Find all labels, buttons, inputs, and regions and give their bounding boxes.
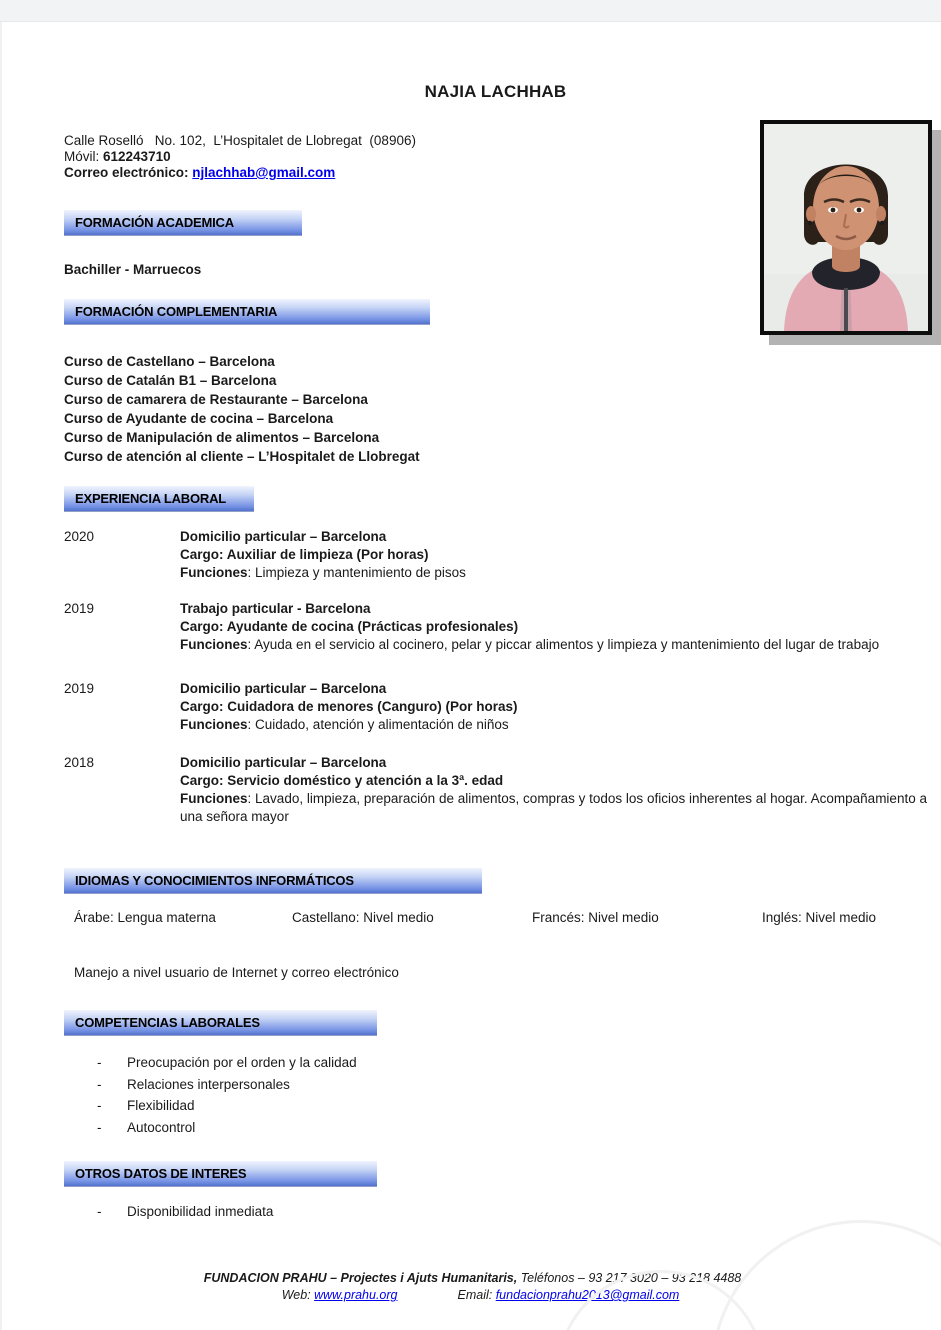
- course-item: Curso de Ayudante de cocina – Barcelona: [64, 411, 334, 426]
- contact-address: Calle Roselló No. 102, L’Hospitalet de Llobregat (08906): [64, 133, 416, 148]
- competency-text: Preocupación por el orden y la calidad: [127, 1055, 357, 1070]
- mobile-value: 612243710: [103, 149, 171, 164]
- footer-org-line: [2, 1270, 941, 1287]
- bullet-dash: -: [97, 1119, 102, 1135]
- viewer-top-band: [0, 0, 941, 22]
- competency-item: [64, 1052, 927, 1074]
- experience-year: 2019: [64, 681, 95, 696]
- functions-text: : Ayuda en el servicio al cocinero, pelar y piccar alimentos y limpieza y mantenimiento del lugar de trabajo: [247, 637, 880, 652]
- competency-text: Autocontrol: [127, 1119, 196, 1135]
- other-data-text: Disponibilidad inmediata: [127, 1204, 274, 1219]
- competency-item: [64, 1095, 927, 1117]
- email-link[interactable]: njlachhab@gmail.com: [192, 165, 336, 180]
- experience-place: Domicilio particular – Barcelona: [180, 755, 387, 770]
- competencies-list: [64, 1052, 927, 1138]
- footer-web: [128, 1287, 458, 1304]
- languages-row: [64, 910, 927, 925]
- bullet-dash: -: [97, 1055, 102, 1070]
- experience-functions: [180, 716, 927, 734]
- portrait-photo: [760, 120, 932, 335]
- section-heading-competencias: COMPETENCIAS LABORALES: [64, 1010, 377, 1036]
- page-title: NAJIA LACHHAB: [424, 82, 567, 101]
- section-heading-formacion-complementaria: FORMACIÓN COMPLEMENTARIA: [64, 299, 430, 325]
- experience-place: Trabajo particular - Barcelona: [180, 601, 371, 616]
- other-data-item: [64, 1201, 927, 1223]
- language-item: Inglés: Nivel medio: [762, 910, 877, 925]
- mobile-label: Móvil:: [64, 149, 104, 164]
- bullet-dash: -: [97, 1098, 102, 1113]
- bullet-dash: -: [97, 1076, 102, 1092]
- course-item: Curso de atención al cliente – L’Hospitalet de Llobregat: [64, 449, 420, 464]
- section-heading-idiomas: IDIOMAS Y CONOCIMIENTOS INFORMÁTICOS: [64, 868, 482, 894]
- course-item: Curso de Castellano – Barcelona: [64, 354, 275, 369]
- course-item: Curso de Manipulación de alimentos – Barcelona: [64, 430, 380, 445]
- footer-phones: Teléfonos – 93 217 3020 – 93 218 4488: [517, 1271, 742, 1285]
- experience-entry: [64, 600, 927, 654]
- section-heading-otros-datos: OTROS DATOS DE INTERES: [64, 1161, 377, 1187]
- competency-text: Relaciones interpersonales: [127, 1076, 290, 1092]
- footer-email: [458, 1287, 818, 1304]
- experience-body: [180, 528, 927, 582]
- experience-body: [180, 754, 927, 826]
- competency-text: Flexibilidad: [127, 1098, 195, 1113]
- course-item: Curso de Catalán B1 – Barcelona: [64, 373, 277, 388]
- experience-year: 2018: [64, 755, 95, 770]
- functions-label: Funciones: [180, 791, 248, 806]
- cv-page: [0, 22, 941, 1330]
- experience-role: Cargo: Ayudante de cocina (Prácticas profesionales): [180, 619, 519, 634]
- functions-text: : Lavado, limpieza, preparación de alimentos, compras y todos los oficios inherentes al hogar. Acompañamiento a una señora mayor: [180, 791, 927, 824]
- section-heading-formacion-academica: FORMACIÓN ACADEMICA: [64, 210, 302, 236]
- other-data-list: [64, 1201, 927, 1223]
- competency-item: [64, 1074, 927, 1096]
- language-item: Francés: Nivel medio: [532, 910, 659, 925]
- bullet-dash: -: [97, 1204, 102, 1219]
- email-label: Correo electrónico:: [64, 165, 193, 180]
- experience-role: Cargo: Cuidadora de menores (Canguro) (Por horas): [180, 699, 518, 714]
- footer-email-label: Email:: [457, 1288, 496, 1302]
- functions-label: Funciones: [180, 565, 248, 580]
- functions-text: : Cuidado, atención y alimentación de niños: [247, 717, 509, 732]
- language-item: Árabe: Lengua materna: [74, 910, 216, 925]
- experience-functions: [180, 636, 927, 654]
- experience-year: 2020: [64, 529, 95, 544]
- experience-place: Domicilio particular – Barcelona: [180, 529, 387, 544]
- functions-text: : Limpieza y mantenimiento de pisos: [247, 565, 466, 580]
- footer-org: FUNDACION PRAHU – Projectes i Ajuts Humanitaris,: [203, 1271, 518, 1285]
- course-item: Curso de camarera de Restaurante – Barcelona: [64, 392, 368, 407]
- footer-links-line: [2, 1287, 941, 1304]
- experience-entry: [64, 680, 927, 734]
- experience-entry: [64, 754, 927, 826]
- language-item: Castellano: Nivel medio: [292, 910, 434, 925]
- functions-label: Funciones: [180, 717, 248, 732]
- web-link[interactable]: www.prahu.org: [314, 1288, 398, 1302]
- experience-year: 2019: [64, 601, 95, 616]
- experience-functions: [180, 564, 927, 582]
- course-list: [64, 352, 927, 466]
- academic-item: Bachiller - Marruecos: [64, 262, 202, 277]
- experience-role: Cargo: Servicio doméstico y atención a la 3ª. edad: [180, 773, 504, 788]
- competency-item: [64, 1117, 927, 1139]
- functions-label: Funciones: [180, 637, 248, 652]
- it-skills-note: Manejo a nivel usuario de Internet y correo electrónico: [74, 965, 399, 980]
- section-heading-experiencia-laboral: EXPERIENCIA LABORAL: [64, 486, 254, 512]
- footer: [2, 1270, 941, 1304]
- experience-entry: [64, 528, 927, 582]
- experience-functions: [180, 790, 927, 826]
- experience-body: [180, 600, 927, 654]
- experience-place: Domicilio particular – Barcelona: [180, 681, 387, 696]
- experience-role: Cargo: Auxiliar de limpieza (Por horas): [180, 547, 429, 562]
- web-label: Web:: [281, 1288, 315, 1302]
- portrait-photo-illustration: [764, 124, 928, 331]
- experience-body: [180, 680, 927, 734]
- footer-email-link[interactable]: fundacionprahu2013@gmail.com: [495, 1288, 680, 1302]
